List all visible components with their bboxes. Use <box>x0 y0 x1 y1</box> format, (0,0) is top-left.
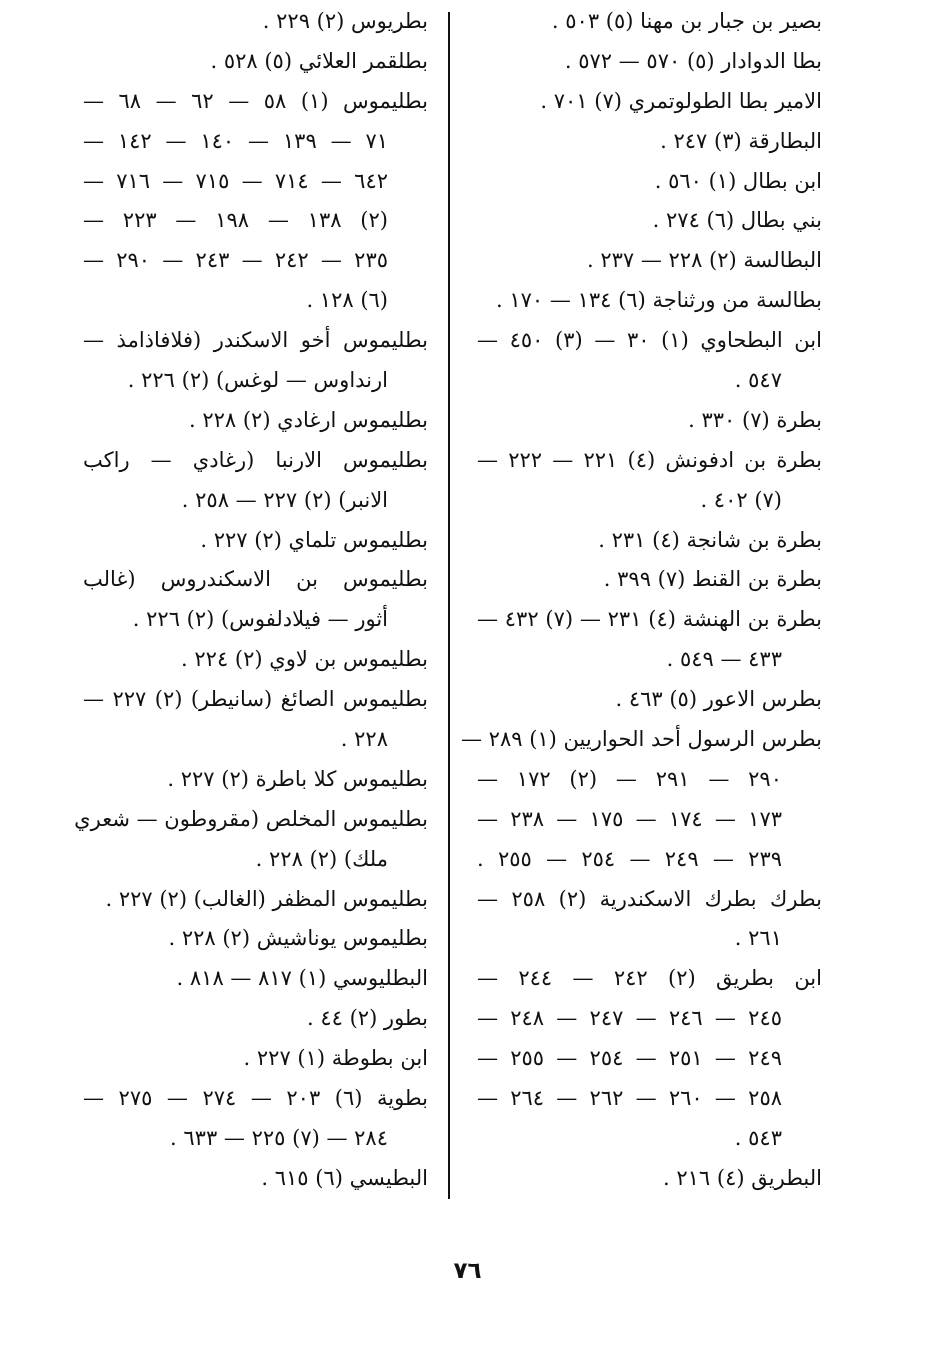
index-entry: بطالسة من ورثناجة (٦) ١٣٤ — ١٧٠ . <box>496 288 822 313</box>
index-entry: بطرة بن القنط (٧) ٣٩٩ . <box>603 567 822 592</box>
index-entry: بني بطال (٦) ٢٧٤ . <box>652 208 822 233</box>
index-entry: ابن بطال (١) ٥٦٠ . <box>654 168 822 193</box>
index-entry: بطليموس الصائغ (سانيطر) (٢) ٢٢٧ — <box>83 687 428 712</box>
page-number: ٧٦ <box>453 1258 482 1284</box>
index-entry-continuation: ملك) (٢) ٢٢٨ . <box>255 846 388 871</box>
index-entry-continuation: ٤٣٣ — ٥٤٩ . <box>666 647 782 672</box>
index-entry: بطريوس (٢) ٢٢٩ . <box>262 9 428 33</box>
index-entry-continuation: ٢٢٨ . <box>340 727 388 752</box>
index-entry-continuation: ٢٣٩ — ٢٤٩ — ٢٥٤ — ٢٥٥ . <box>477 846 783 871</box>
column-divider <box>448 12 450 1199</box>
index-column-left <box>74 2 429 1199</box>
index-entry-continuation: الانبر) (٢) ٢٢٧ — ٢٥٨ . <box>181 487 388 512</box>
index-entry: بصير بن جبار بن مهنا (٥) ٥٠٣ . <box>551 9 822 33</box>
index-entry-continuation: ٢٩٠ — ٢٩١ — (٢) ١٧٢ — <box>477 766 782 791</box>
index-entry: بطليموس المظفر (الغالب) (٢) ٢٢٧ . <box>105 886 428 911</box>
index-entry: بطليموس بن لاوي (٢) ٢٢٤ . <box>181 647 428 672</box>
index-entry-continuation: ١٧٣ — ١٧٤ — ١٧٥ — ٢٣٨ — <box>477 806 783 831</box>
index-entry-continuation: ٥٤٧ . <box>734 368 782 393</box>
index-entry-continuation: (٦) ١٢٨ . <box>306 288 388 313</box>
index-entry: الامير بطا الطولوتمري (٧) ٧٠١ . <box>540 88 822 113</box>
index-entry-continuation: ٢٣٥ — ٢٤٢ — ٢٤٣ — ٢٩٠ — <box>83 248 389 273</box>
index-entry: بطرة بن الهنشة (٤) ٢٣١ — (٧) ٤٣٢ — <box>477 607 823 632</box>
index-entry: بطا الدوادار (٥) ٥٧٠ — ٥٧٢ . <box>564 48 822 73</box>
index-entry: بطليموس الارنبا (رغادي — راكب <box>83 447 428 472</box>
index-entry-continuation: ٢٤٥ — ٢٤٦ — ٢٤٧ — ٢٤٨ — <box>477 1006 783 1031</box>
index-entry-continuation: (٧) ٤٠٢ . <box>700 487 782 512</box>
index-entry-continuation: ٥٤٣ . <box>734 1125 782 1150</box>
index-entry: بطليموس كلا باطرة (٢) ٢٢٧ . <box>167 766 428 791</box>
index-entry: البطريق (٤) ٢١٦ . <box>663 1165 822 1190</box>
index-entry: البطالسة (٢) ٢٢٨ — ٢٣٧ . <box>586 248 822 273</box>
index-entry-continuation: (٢) ١٣٨ — ١٩٨ — ٢٢٣ — <box>83 208 388 233</box>
index-entry: بطليموس بن الاسكندروس (غالب <box>83 567 428 592</box>
index-entry: بطوية (٦) ٢٠٣ — ٢٧٤ — ٢٧٥ — <box>83 1086 428 1111</box>
index-entry: بطرس الاعور (٥) ٤٦٣ . <box>615 687 822 712</box>
index-entry: البطارقة (٣) ٢٤٧ . <box>660 128 822 153</box>
index-entry-continuation: أثور — فيلادلفوس) (٢) ٢٢٦ . <box>132 607 388 632</box>
index-entry: ابن البطحاوي (١) ٣٠ — (٣) ٤٥٠ — <box>477 328 822 353</box>
index-entry: ابن بطريق (٢) ٢٤٢ — ٢٤٤ — <box>477 966 822 991</box>
index-entry: بطليموس أخو الاسكندر (فلافاذامذ — <box>83 328 428 353</box>
index-entry: بطليموس المخلص (مقروطون — شعري <box>74 806 428 831</box>
index-entry: البطليوسي (١) ٨١٧ — ٨١٨ . <box>176 966 428 991</box>
index-entry: البطيسي (٦) ٦١٥ . <box>261 1165 428 1190</box>
index-entry: بطليموس (١) ٥٨ — ٦٢ — ٦٨ — <box>83 88 429 113</box>
index-entry: بطليموس يوناشيش (٢) ٢٢٨ . <box>168 926 428 951</box>
index-entry: بطليموس تلماي (٢) ٢٢٧ . <box>200 527 428 552</box>
index-entry-continuation: ٢٦١ . <box>734 926 782 951</box>
index-entry: بطليموس ارغادي (٢) ٢٢٨ . <box>188 407 428 432</box>
index-entry-continuation: ٦٤٢ — ٧١٤ — ٧١٥ — ٧١٦ — <box>83 168 389 193</box>
index-entry: ابن بطوطة (١) ٢٢٧ . <box>243 1046 428 1071</box>
index-entry: بطرس الرسول أحد الحواريين (١) ٢٨٩ — <box>460 727 822 752</box>
index-entry: بطرة (٧) ٣٣٠ . <box>688 407 822 432</box>
index-entry-continuation: ٢٤٩ — ٢٥١ — ٢٥٤ — ٢٥٥ — <box>477 1046 783 1071</box>
index-entry-continuation: ٢٥٨ — ٢٦٠ — ٢٦٢ — ٢٦٤ — <box>477 1086 783 1111</box>
index-entry-continuation: ٧١ — ١٣٩ — ١٤٠ — ١٤٢ — <box>83 128 388 153</box>
index-entry: بطور (٢) ٤٤ . <box>306 1006 428 1031</box>
index-column-right <box>460 2 823 1199</box>
index-entry: بطلقمر العلائي (٥) ٥٢٨ . <box>210 48 428 73</box>
index-entry: بطرة بن ادفونش (٤) ٢٢١ — ٢٢٢ — <box>477 447 823 472</box>
index-entry: بطرك بطرك الاسكندرية (٢) ٢٥٨ — <box>477 886 822 911</box>
index-entry-continuation: ٢٨٤ — (٧) ٢٢٥ — ٦٣٣ . <box>170 1125 388 1150</box>
index-entry: بطرة بن شانجة (٤) ٢٣١ . <box>598 527 822 552</box>
index-entry-continuation: ارنداوس — لوغس) (٢) ٢٢٦ . <box>127 368 388 393</box>
